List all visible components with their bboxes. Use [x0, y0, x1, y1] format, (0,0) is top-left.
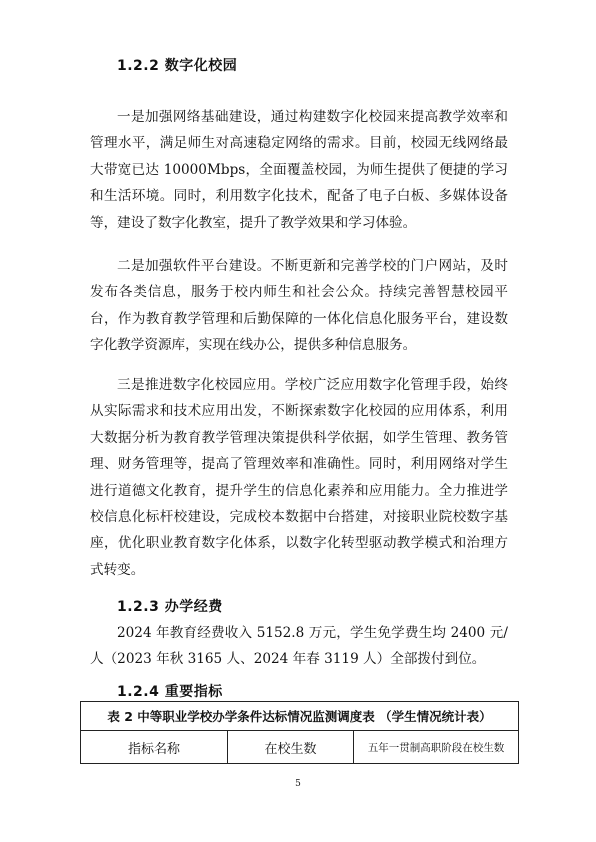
paragraph-campus-application: 三是推进数字化校园应用。学校广泛应用数字化管理手段，始终从实际需求和技术应用出发，不断探索数字化校园的应用体系，利用大数据分析为教育教学管理决策提供科学依据，如学生管理、教务管理、财务管理等，提高了管理效率和准确性。同时，利用网络对学生进行道德文化教育，提升学生的信息化素养和应用能力。全力推进学校信息化标杆校建设，完成校本数据中台搭建，对接职业院校数字基座，优化职业教育数字化体系，以数字化转型驱动教学模式和治理方式转变。 [90, 377, 508, 578]
paragraph-software-platform: 二是加强软件平台建设。不断更新和完善学校的门户网站，及时发布各类信息，服务于校内师生和社会公众。持续完善智慧校园平台，作为教育教学管理和后勤保障的一体化信息化服务平台，建设数字化教学资源库，实现在线办公，提供多种信息服务。 [90, 258, 508, 354]
section-heading-funding: 1.2.3 办学经费 [117, 599, 223, 615]
section-heading-key-indicators: 1.2.4 重要指标 [117, 684, 223, 700]
student-statistics-table [80, 701, 519, 764]
table-caption: 表 2 中等职业学校办学条件达标情况监测调度表 （学生情况统计表） [81, 702, 519, 731]
paragraph-network-infrastructure: 一是加强网络基础建设，通过构建数字化校园来提高教学效率和管理水平，满足师生对高速稳定网络的需求。目前，校园无线网络最大带宽已达 10000Mbps，全面覆盖校园，为师生提供了便捷的学习和生活环境。同时，利用数字化技术，配备了电子白板、多媒体设备等，建设了数字化教室，提升了教学效果和学习体验。 [90, 109, 508, 231]
table-header-row [81, 731, 519, 764]
header-enrolled-students: 在校生数 [228, 731, 354, 764]
header-five-year-students: 五年一贯制高职阶段在校生数 [354, 731, 519, 764]
page-number: 5 [295, 779, 301, 789]
section-heading-digital-campus: 1.2.2 数字化校园 [117, 58, 238, 74]
header-indicator-name: 指标名称 [81, 731, 228, 764]
paragraph-funding: 2024 年教育经费收入 5152.8 万元，学生免学费生均 2400 元/人（2023 年秋 3165 人、2024 年春 3119 人）全部拨付到位。 [90, 625, 508, 668]
